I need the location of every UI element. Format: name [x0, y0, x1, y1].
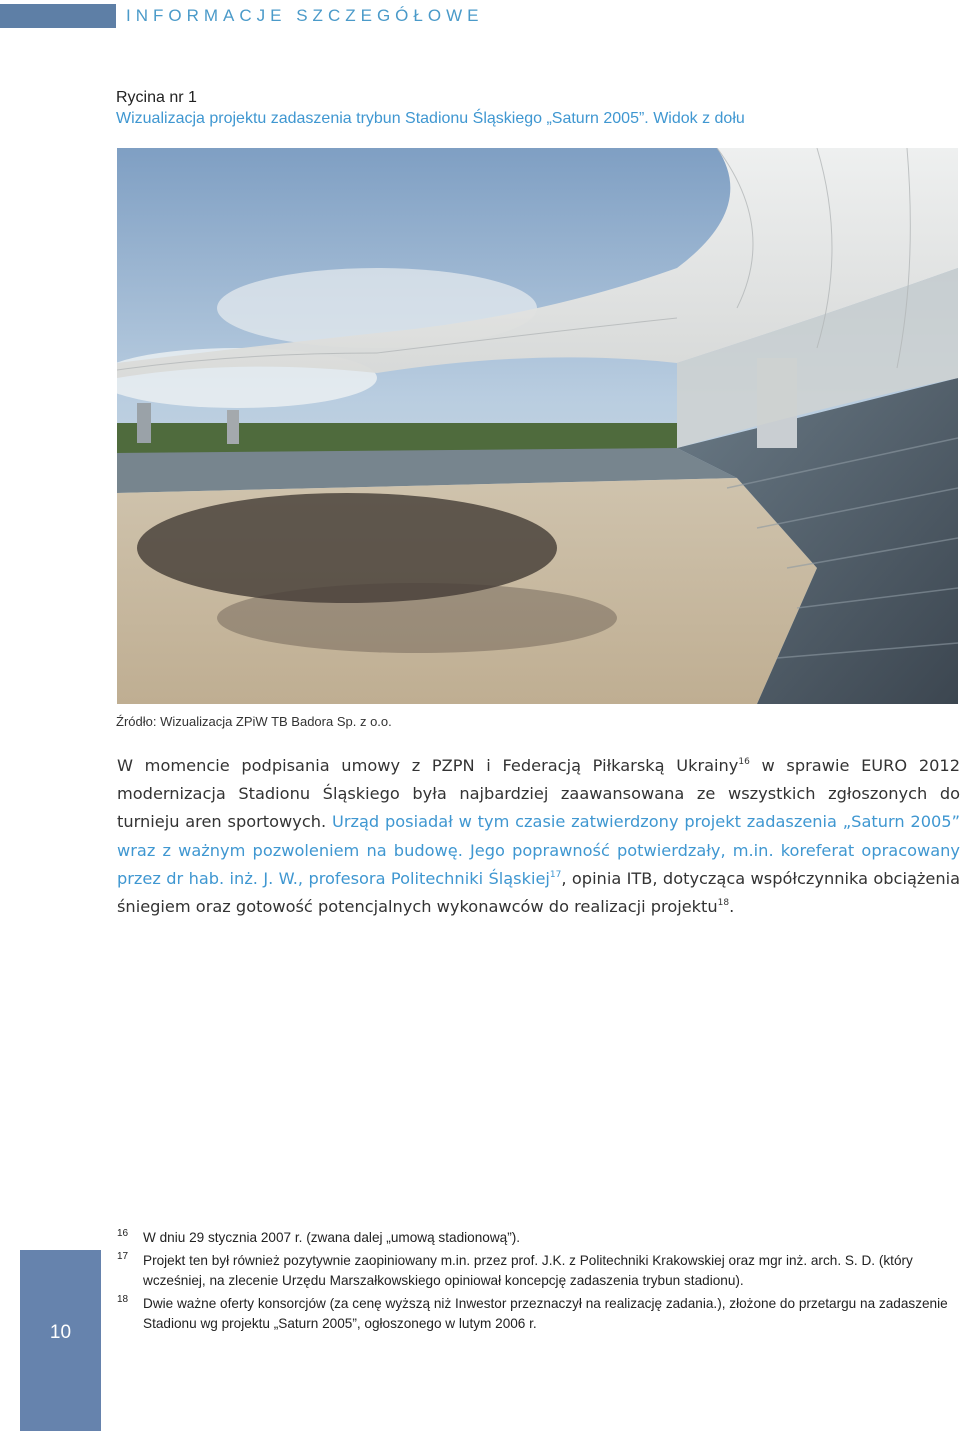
section-title: INFORMACJE SZCZEGÓŁOWE	[126, 6, 484, 25]
page-number: 10	[49, 1322, 72, 1343]
footnote-ref-18[interactable]: 18	[717, 898, 730, 909]
footnote-ref-17[interactable]: 17	[549, 869, 562, 880]
footnote-text: Projekt ten był również pozytywnie zaopiniowany m.in. przez prof. J.K. z Politechniki Krakowskiej oraz mgr inż. arch. S. D. (który wcześniej, na zlecenie Urzędu Marszałkowskiego opiniował koncepcję zadaszenia trybun stadionu).	[143, 1253, 913, 1288]
body-text-part-2: w sprawie EURO 2012 modernizacja Stadionu Śląskiego była najbardziej zaawansowana ze wszystkich zgłoszonych do turnieju aren sportowych.	[117, 756, 960, 832]
page-number-box	[20, 1250, 101, 1431]
figure-label: Rycina nr 1	[116, 89, 197, 106]
footnote-text: Dwie ważne oferty konsorcjów (za cenę wyższą niż Inwestor przeznaczył na realizację zadania.), złożone do przetargu na zadaszenie Stadionu wg projektu „Saturn 2005”, ogłoszonego w lutym 2006 r.	[143, 1296, 948, 1331]
footnotes	[117, 1228, 960, 1337]
footnote-number: 18	[117, 1294, 129, 1305]
footnote-item	[117, 1251, 960, 1291]
body-text-part-4: .	[729, 897, 735, 917]
footnote-item	[117, 1228, 960, 1248]
body-text-part-3: , opinia ITB, dotycząca współczynnika obciążenia śniegiem oraz gotowość potencjalnych wykonawców do realizacji projektu	[117, 868, 960, 917]
body-text-part-1: W momencie podpisania umowy z PZPN i Federacją Piłkarską Ukrainy	[117, 756, 739, 775]
body-paragraph	[117, 752, 960, 921]
figure-caption: Wizualizacja projektu zadaszenia trybun Stadionu Śląskiego „Saturn 2005”. Widok z dołu	[116, 110, 745, 127]
header-accent-bar	[0, 4, 116, 28]
stadium-roof-visualization-image	[117, 148, 958, 704]
footnote-ref-16[interactable]: 16	[738, 757, 750, 767]
footnote-number: 16	[117, 1228, 129, 1239]
footnote-number: 17	[117, 1251, 129, 1262]
figure-source: Źródło: Wizualizacja ZPiW TB Badora Sp. z o.o.	[116, 714, 392, 729]
body-text-highlight: Urząd posiadał w tym czasie zatwierdzony projekt zadaszenia „Saturn 2005” wraz z ważnym pozwoleniem na budowę. Jego poprawność potwierdzały, m.in. koreferat opracowany przez dr hab. inż. J. W., profesora Politechniki Śląskiej	[117, 812, 960, 888]
footnote-item	[117, 1294, 960, 1334]
footnote-text: W dniu 29 stycznia 2007 r. (zwana dalej „umową stadionową”).	[143, 1230, 521, 1245]
